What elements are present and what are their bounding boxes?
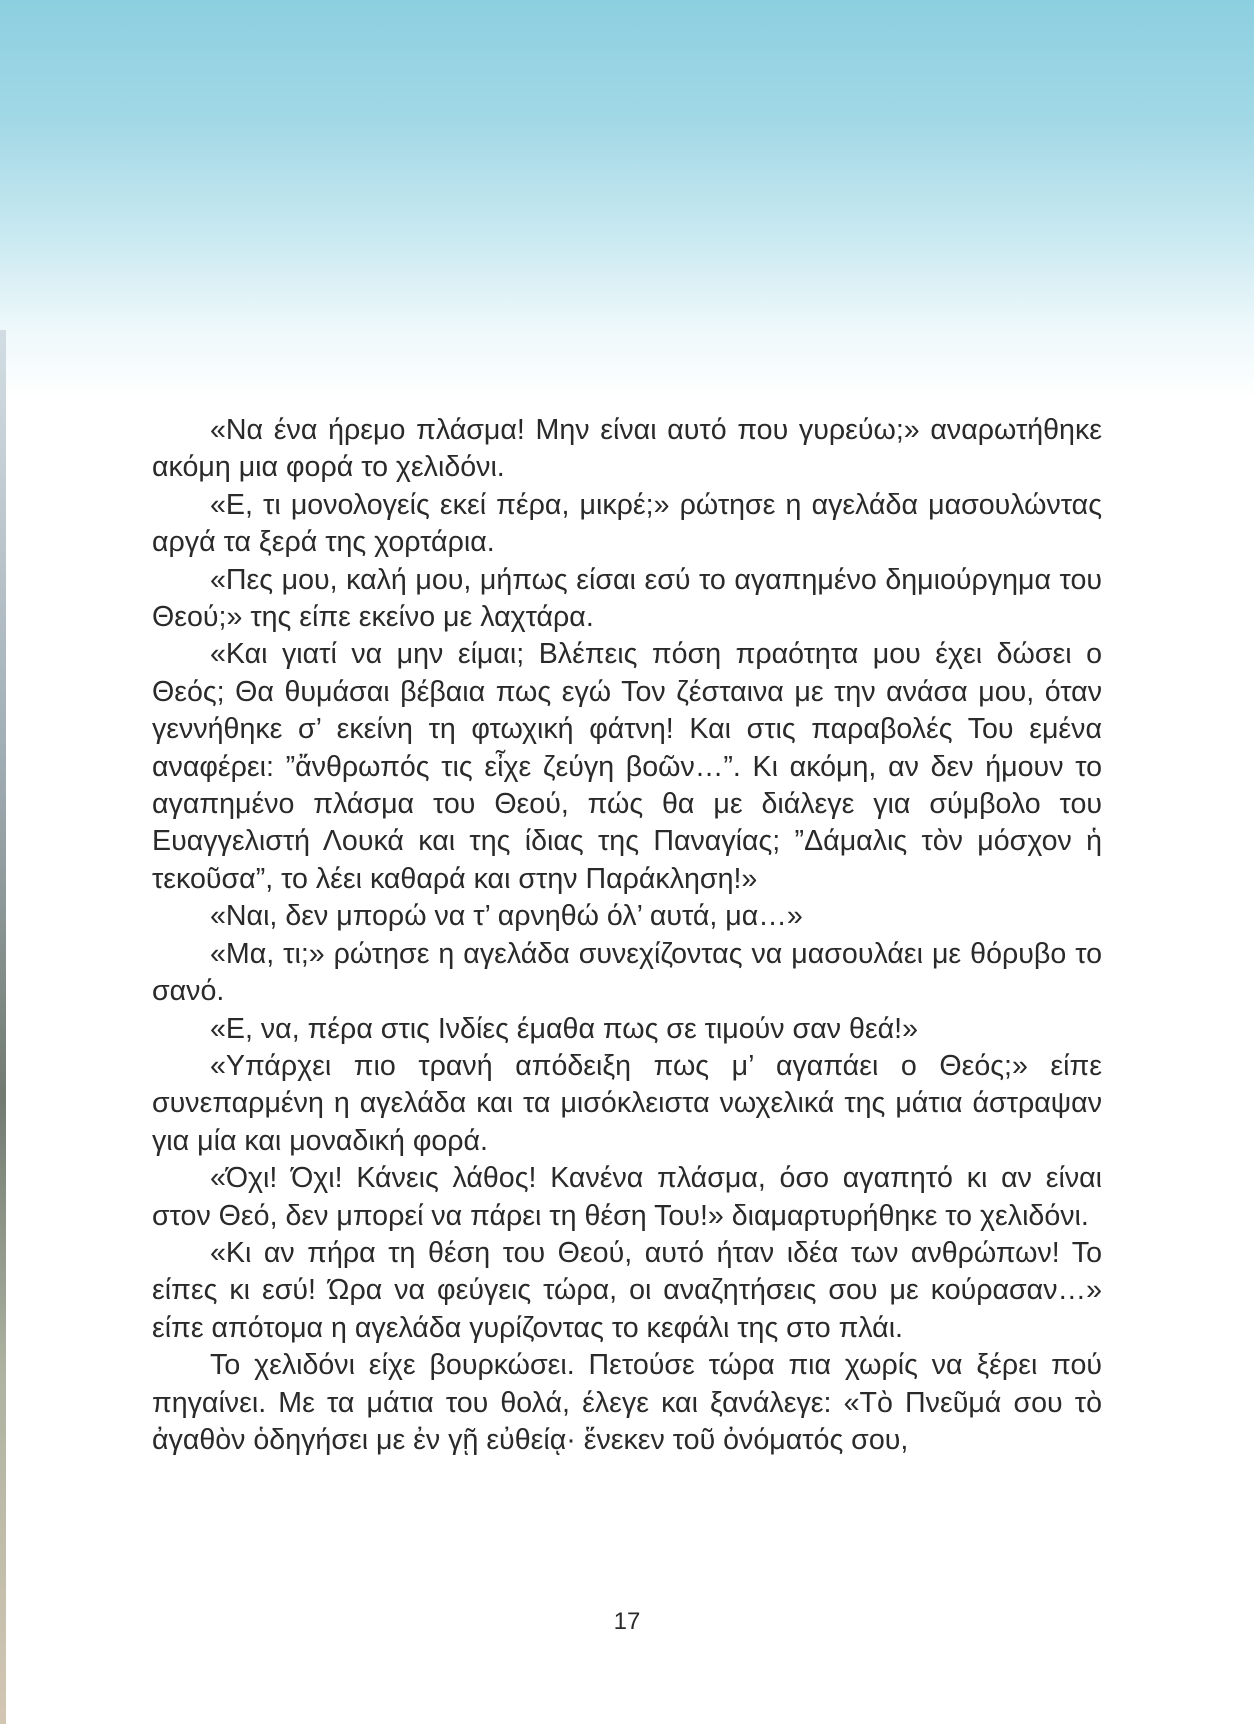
paragraph: «Ε, να, πέρα στις Ινδίες έμαθα πως σε τιμούν σαν θεά!» xyxy=(210,1012,918,1045)
story-text xyxy=(152,412,1102,1459)
paragraph: Το χελιδόνι είχε βουρκώσει. Πετούσε τώρα πια χωρίς να ξέρει πού πηγαίνει. Με τα μάτια του θολά, έλεγε και ξανάλεγε: «Τὸ Πνεῦμά σου τὸ ἀγαθὸν ὁδηγήσει με ἐν γῇ εὐθείᾳ· ἕνεκεν τοῦ ὀνόματός σου, xyxy=(152,1349,1102,1456)
paragraph: «Όχι! Όχι! Κάνεις λάθος! Κανένα πλάσμα, όσο αγαπητό κι αν είναι στον Θεό, δεν μπορεί να πάρει τη θέση Του!» διαμαρτυρήθηκε το χελιδόνι. xyxy=(152,1162,1102,1232)
paragraph: «Να ένα ήρεμο πλάσμα! Μην είναι αυτό που γυρεύω;» αναρωτήθηκε ακόμη μια φορά το χελιδόνι. xyxy=(152,414,1102,484)
paragraph: «Μα, τι;» ρώτησε η αγελάδα συνεχίζοντας να μασουλάει με θόρυβο το σανό. xyxy=(152,937,1102,1008)
paragraph: «Πες μου, καλή μου, μήπως είσαι εσύ το αγαπημένο δημιούργημα του Θεού;» της είπε εκείνο με λαχτάρα. xyxy=(152,563,1102,634)
paragraph: «Υπάρχει πιο τρανή απόδειξη πως μ’ αγαπάει ο Θεός;» είπε συνεπαρμένη η αγελάδα και τα μισόκλειστα νωχελικά της μάτια άστραψαν για μία και μοναδική φορά. xyxy=(152,1049,1102,1157)
paragraph: «Ε, τι μονολογείς εκεί πέρα, μικρέ;» ρώτησε η αγελάδα μασουλώντας αργά τα ξερά της χορτάρια. xyxy=(152,488,1102,559)
paragraph: «Και γιατί να μην είμαι; Βλέπεις πόση πραότητα μου έχει δώσει ο Θεός; Θα θυμάσαι βέβαια πως εγώ Τον ζέσταινα με την ανάσα μου, όταν γεννήθηκε σ’ εκείνη τη φτωχική φάτνη! Και στις παραβολές Του εμένα αναφέρει: ”ἄνθρωπός τις εἶχε ζεύγη βοῶν…”. Κι ακόμη, αν δεν ήμουν το αγαπημένο πλάσμα του Θεού, πώς θα με διάλεγε για σύμβολο του Ευαγγελιστή Λουκά και της ίδιας της Παναγίας; ”Δάμαλις τὸν μόσχον ἡ τεκοῦσα”, το λέει καθαρά και στην Παράκληση!» xyxy=(152,638,1102,895)
paragraph: «Κι αν πήρα τη θέση του Θεού, αυτό ήταν ιδέα των ανθρώπων! Το είπες κι εσύ! Ώρα να φεύγεις τώρα, οι αναζητήσεις σου με κούρασαν…» είπε απότομα η αγελάδα γυρίζοντας το κεφάλι της στο πλάι. xyxy=(152,1236,1102,1344)
paragraph: «Ναι, δεν μπορώ να τ’ αρνηθώ όλ’ αυτά, μα…» xyxy=(210,900,803,933)
page-number: 17 xyxy=(613,1608,641,1635)
page-edge-image-strip xyxy=(0,330,6,1724)
